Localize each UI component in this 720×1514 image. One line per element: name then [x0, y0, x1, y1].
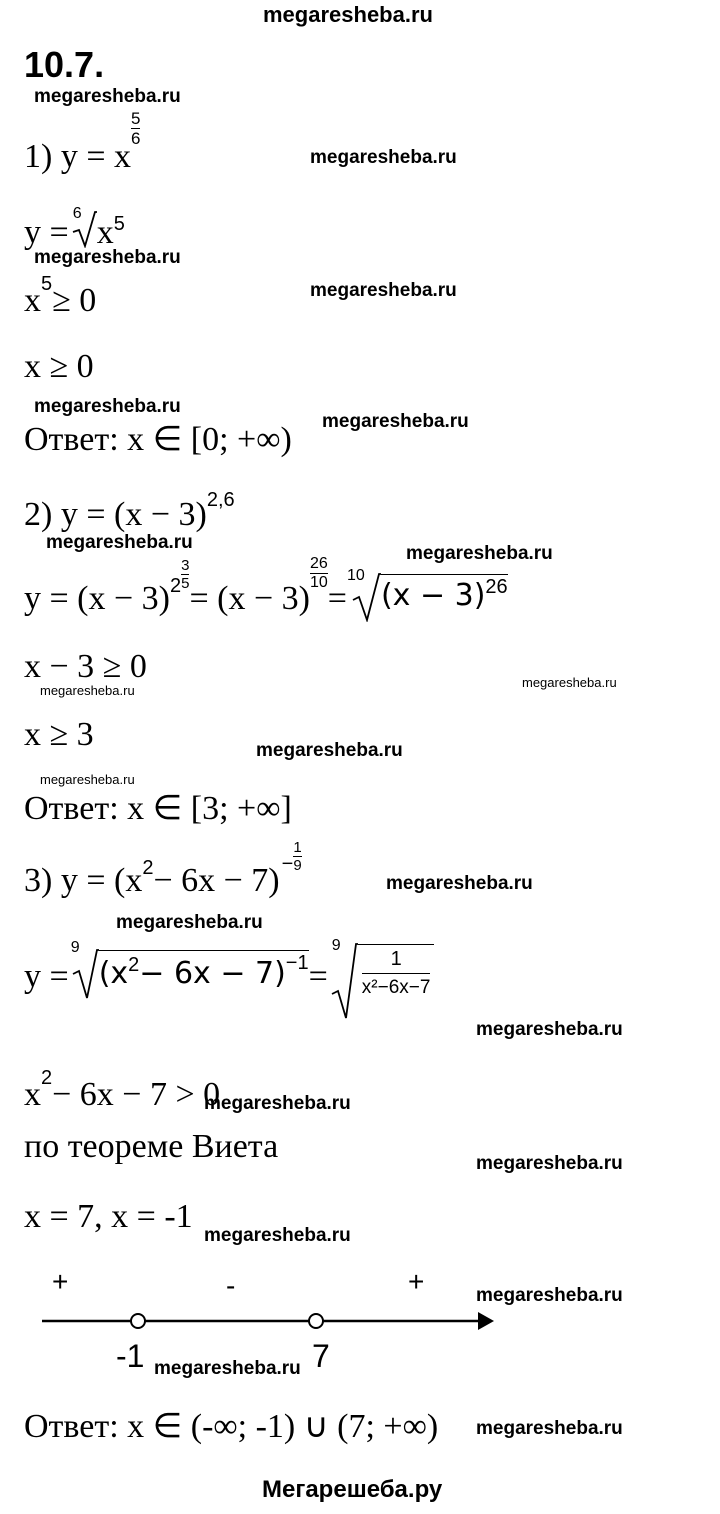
p3-l1-rest: − 6x − 7) [153, 862, 280, 899]
p1-l2-left: y = [24, 214, 69, 251]
watermark: megaresheba.ru [116, 912, 263, 933]
point-marker-7 [309, 1314, 323, 1328]
p3-l2-rad-exp: −1 [285, 952, 309, 974]
p2-answer: Ответ: x ∈ [3; +∞] [24, 790, 292, 827]
watermark: megaresheba.ru [476, 1153, 623, 1174]
p2-l2-a: y = (x − 3) [24, 580, 170, 617]
p2-l1-base: 2) y = (x − 3) [24, 496, 207, 533]
problem-number: 10.7. [24, 44, 105, 85]
point-label-7: 7 [312, 1338, 330, 1374]
p1-l3-exp: 5 [41, 273, 53, 295]
p2-l1-exp: 2,6 [206, 489, 235, 511]
watermark: megaresheba.ru [310, 280, 457, 301]
p2-l2-c: = [327, 580, 347, 617]
p1-l2-index: 6 [72, 205, 82, 222]
p1-l1-num: 5 [131, 109, 141, 128]
p2-l2-exp-int: 2 [170, 575, 182, 597]
p2-l2-b-den: 10 [309, 574, 328, 591]
p1-l3-base: x [24, 282, 41, 319]
p1-l2-exp: 5 [113, 213, 125, 235]
watermark: megaresheba.ru [40, 772, 135, 787]
p3-l2-frac-num: 1 [390, 948, 402, 970]
watermark: megaresheba.ru [476, 1285, 623, 1306]
p3-l1-exp-den: 9 [293, 857, 302, 874]
watermark: megaresheba.ru [34, 396, 181, 417]
p3-answer: Ответ: x ∈ (-∞; -1) ∪ (7; +∞) [24, 1408, 439, 1445]
p3-l1-sq: 2 [142, 857, 154, 879]
p2-line4: x ≥ 3 [24, 716, 94, 753]
header-site[interactable]: megaresheba.ru [263, 2, 433, 27]
watermark: megaresheba.ru [522, 675, 617, 690]
p3-l1-base: 3) y = (x [24, 862, 143, 899]
p1-l1-den: 6 [131, 129, 141, 148]
p3-l2-index: 9 [70, 939, 80, 956]
watermark: megaresheba.ru [310, 147, 457, 168]
watermark: megaresheba.ru [46, 532, 193, 553]
p2-l2-index: 10 [346, 567, 365, 584]
watermark: megaresheba.ru [204, 1225, 351, 1246]
p2-l2-b-num: 26 [309, 555, 328, 572]
p2-l2-rad-exp: 26 [485, 576, 508, 598]
watermark: megaresheba.ru [204, 1093, 351, 1114]
p3-l2-rad-b: − 6x − 7) [139, 956, 286, 991]
p2-l2-exp-den: 5 [181, 575, 190, 592]
sign-left: + [52, 1266, 69, 1297]
point-marker-minus1 [131, 1314, 145, 1328]
p3-l2-index2: 9 [331, 937, 341, 954]
p2-line3: x − 3 ≥ 0 [24, 648, 147, 685]
p2-l2-exp-num: 3 [181, 557, 190, 574]
p3-l2-left: y = [24, 958, 69, 995]
footer-brand[interactable]: Мегарешеба.ру [262, 1476, 443, 1503]
p3-l3-sq: 2 [41, 1067, 53, 1089]
p1-l3-rest: ≥ 0 [52, 282, 97, 319]
p3-l2-eq: = [308, 958, 328, 995]
watermark: megaresheba.ru [256, 740, 403, 761]
p3-line4: по теореме Виета [24, 1128, 279, 1165]
point-label-minus1: -1 [116, 1338, 145, 1374]
sign-middle: - [226, 1270, 236, 1301]
p3-l2-rad-sq: 2 [128, 954, 140, 976]
number-line-arrow [478, 1312, 494, 1330]
p2-l2-radicand: (x − 3) [380, 578, 486, 613]
watermark: megaresheba.ru [476, 1418, 623, 1439]
p3-line5: x = 7, x = -1 [24, 1198, 193, 1235]
p3-l1-exp-sign: − [281, 853, 294, 875]
p2-l2-b: = (x − 3) [189, 580, 310, 617]
watermark: megaresheba.ru [154, 1358, 301, 1379]
sign-right: + [408, 1266, 425, 1297]
p1-l1-label: 1) y = x [24, 138, 131, 175]
p3-l2-rad-a: (x [98, 956, 129, 991]
watermark: megaresheba.ru [322, 411, 469, 432]
p3-l3-a: x [24, 1076, 41, 1113]
p3-l3-b: − 6x − 7 > 0 [52, 1076, 221, 1113]
p3-l1-exp-num: 1 [293, 839, 302, 856]
p1-answer: Ответ: x ∈ [0; +∞) [24, 421, 292, 458]
watermark: megaresheba.ru [406, 543, 553, 564]
watermark: megaresheba.ru [386, 873, 533, 894]
watermark: megaresheba.ru [476, 1019, 623, 1040]
p3-l2-frac-den: x²−6x−7 [361, 977, 431, 998]
watermark: megaresheba.ru [34, 86, 181, 107]
p1-l2-radicand: x [96, 214, 114, 251]
p1-line4: x ≥ 0 [24, 348, 94, 385]
watermark: megaresheba.ru [40, 683, 135, 698]
watermark: megaresheba.ru [34, 247, 181, 268]
